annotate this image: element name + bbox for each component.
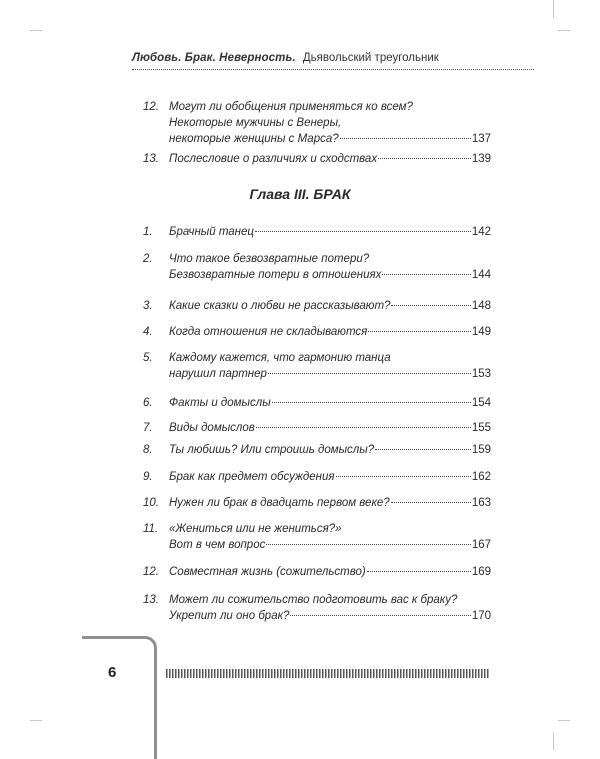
dot-leader: [382, 274, 470, 275]
dot-leader: [290, 615, 470, 616]
dot-leader: [266, 544, 470, 545]
toc-entry-title: Послесловие о различиях и сходствах: [169, 153, 378, 165]
toc-entry: [143, 420, 491, 436]
page-corner-frame: [82, 636, 157, 759]
toc-entry: [143, 298, 491, 314]
toc-entry-number: 7.: [143, 422, 153, 434]
toc-entry-number: 12.: [143, 566, 159, 578]
crop-mark: [30, 30, 42, 31]
toc-entry-page: 153: [471, 368, 491, 380]
toc-entry-number: 9.: [143, 471, 153, 483]
toc-entry-number: 4.: [143, 326, 153, 338]
toc-entry-title: Брак как предмет обсуждения: [169, 471, 335, 483]
crop-mark: [553, 0, 554, 18]
toc-entry: [143, 521, 491, 553]
toc-entry-line: Может ли сожительство подготовить вас к браку?: [169, 594, 458, 606]
toc-entry-line: Что такое безвозвратные потери?: [169, 253, 370, 265]
toc-entry: [143, 350, 491, 382]
dot-leader: [391, 502, 471, 503]
toc-entry: [143, 495, 491, 511]
toc-entry-page: 154: [471, 397, 491, 409]
toc-entry-page: 144: [471, 269, 491, 281]
toc-entry-number: 10.: [143, 497, 159, 509]
toc-entry: [143, 592, 491, 624]
crop-mark: [30, 720, 42, 721]
toc-entry-number: 12.: [143, 101, 159, 113]
toc-entry-title: Ты любишь? Или строишь домыслы?: [169, 444, 375, 456]
toc-entry-title: Какие сказки о любви не рассказывают?: [169, 300, 391, 312]
toc-entry-number: 1.: [143, 226, 153, 238]
toc-entry-title: Совместная жизнь (сожительство): [169, 566, 366, 578]
header-subtitle: Дьявольский треугольник: [302, 52, 439, 64]
toc-entry-page: 159: [471, 444, 491, 456]
toc-entry-page: 155: [471, 422, 491, 434]
toc-entry: [143, 395, 491, 411]
crop-mark: [553, 732, 554, 750]
toc-entry-number: 13.: [143, 594, 159, 606]
toc-entry: [143, 442, 491, 458]
toc-entry-page: 162: [471, 471, 491, 483]
toc-entry-title: Факты и домыслы: [169, 397, 271, 409]
toc-entry: [143, 151, 491, 167]
toc-entry-title: Брачный танец: [169, 226, 254, 238]
toc-entry-line: «Жениться или не жениться?»: [169, 523, 342, 535]
toc-entry: [143, 564, 491, 580]
dot-leader: [368, 331, 471, 332]
header-rule: [132, 69, 534, 70]
toc-entry: [143, 224, 491, 240]
chapter-title: Глава III. БРАК: [249, 186, 351, 202]
toc-entry-title: Безвозвратные потери в отношениях: [169, 269, 382, 281]
toc-entry-title: Нужен ли брак в двадцать первом веке?: [169, 497, 390, 509]
dot-leader: [375, 449, 471, 450]
dot-leader: [378, 158, 471, 159]
page-number: 6: [108, 664, 117, 681]
toc-entry-number: 11.: [143, 523, 159, 535]
crop-mark: [558, 30, 570, 31]
toc-entry: [143, 99, 491, 147]
crop-mark: [558, 720, 570, 721]
toc-entry-page: 170: [471, 610, 491, 622]
dot-leader: [391, 305, 470, 306]
toc-entry-title: некоторые женщины с Марса?: [169, 133, 339, 145]
toc-entry-page: 148: [471, 300, 491, 312]
toc-entry-title: Когда отношения не складываются: [169, 326, 368, 338]
toc-entry-page: 149: [471, 326, 491, 338]
toc-entry-number: 8.: [143, 444, 153, 456]
toc-entry-number: 2.: [143, 253, 153, 265]
dot-leader: [340, 138, 471, 139]
dot-leader: [256, 427, 471, 428]
dot-leader: [336, 476, 471, 477]
toc-entry-page: 142: [471, 226, 491, 238]
toc-entry-line: Могут ли обобщения применяться ко всем?: [169, 101, 413, 113]
toc-entry-page: 163: [471, 497, 491, 509]
toc-entry-number: 13.: [143, 153, 159, 165]
toc-entry: [143, 469, 491, 485]
toc-entry: [143, 324, 491, 340]
dot-leader: [367, 571, 471, 572]
toc-entry-number: 5.: [143, 352, 153, 364]
decorative-stripe-bar: [166, 669, 490, 678]
toc-entry-title: нарушил партнер: [169, 368, 267, 380]
header-book-title: Любовь. Брак. Неверность.: [132, 52, 296, 64]
toc-entry-line: Некоторые мужчины с Венеры,: [169, 117, 342, 129]
dot-leader: [255, 231, 471, 232]
toc-entry-page: 169: [471, 566, 491, 578]
dot-leader: [272, 402, 471, 403]
toc-entry-title: Виды домыслов: [169, 422, 255, 434]
toc-entry-title: Укрепит ли оно брак?: [169, 610, 290, 622]
toc-entry-number: 6.: [143, 397, 153, 409]
toc-entry-page: 137: [471, 133, 491, 145]
running-header: [132, 52, 534, 64]
toc-entry-page: 167: [471, 539, 491, 551]
toc-entry-number: 3.: [143, 300, 153, 312]
toc-entry-line: Каждому кажется, что гармонию танца: [169, 352, 391, 364]
dot-leader: [268, 373, 471, 374]
toc-entry: [143, 251, 491, 283]
toc-entry-title: Вот в чем вопрос: [169, 539, 266, 551]
toc-entry-page: 139: [471, 153, 491, 165]
